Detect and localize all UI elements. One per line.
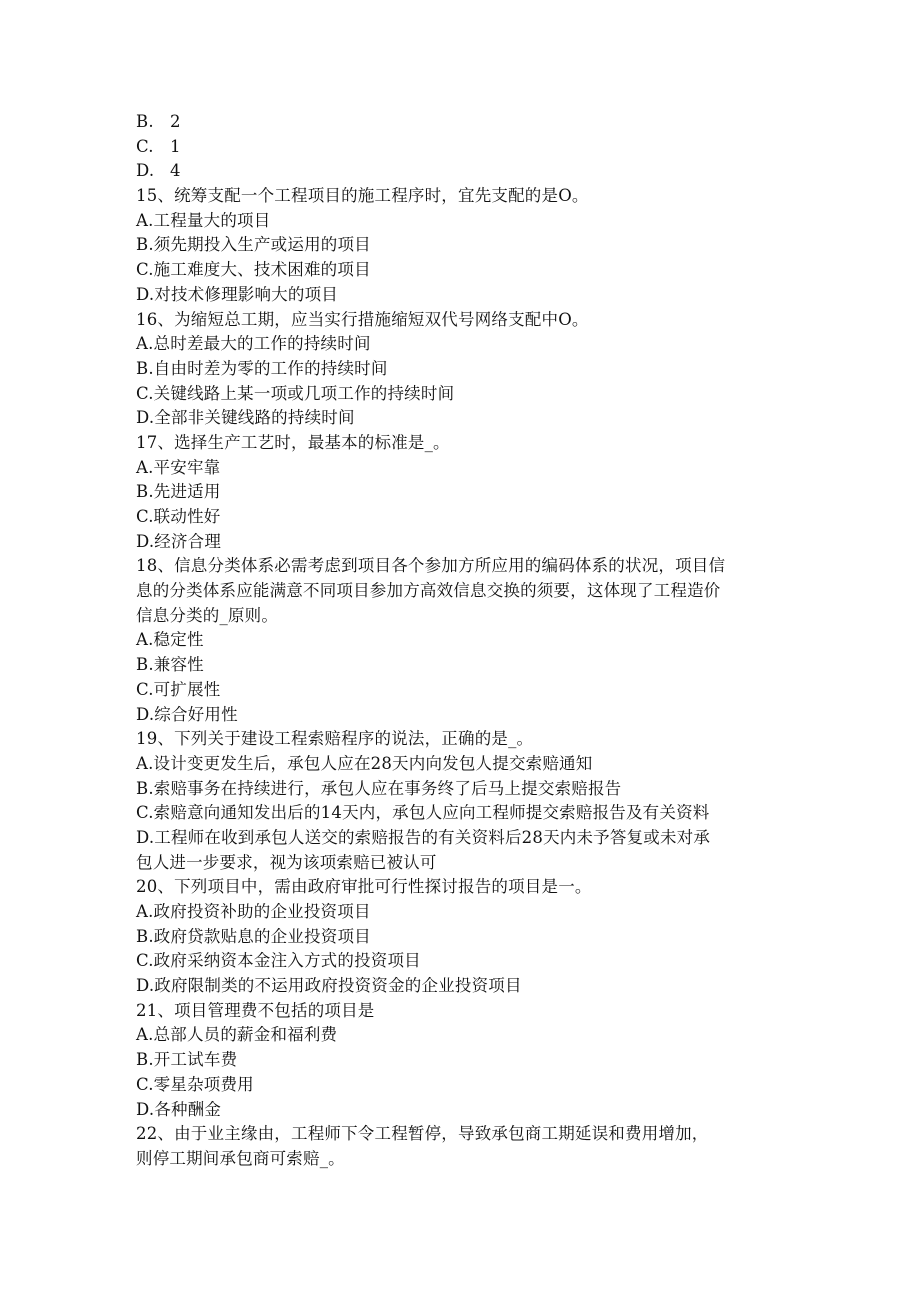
question-stem: 信息分类的_原则。 bbox=[136, 605, 279, 625]
answer-option: C.政府采纳资本金注入方式的投资项目 bbox=[136, 951, 421, 971]
question-stem: 息的分类体系应能满意不同项目参加方高效信息交换的须要，这体现了工程造价 bbox=[136, 581, 721, 601]
question-block bbox=[136, 554, 796, 727]
question-stem: 18、信息分类体系必需考虑到项目各个参加方所应用的编码体系的状况，项目信 bbox=[136, 556, 726, 576]
option-text: 1 bbox=[170, 136, 181, 156]
answer-option: B.政府贷款贴息的企业投资项目 bbox=[136, 926, 371, 946]
option-text: 4 bbox=[170, 161, 181, 181]
answer-option: B.先进适用 bbox=[136, 482, 221, 502]
answer-option: C.可扩展性 bbox=[136, 679, 221, 699]
answer-option: B.须先期投入生产或运用的项目 bbox=[136, 235, 371, 255]
answer-option: A.平安牢靠 bbox=[136, 457, 221, 477]
option-label: B. bbox=[136, 112, 154, 131]
answer-option: B.自由时差为零的工作的持续时间 bbox=[136, 358, 388, 378]
question-block bbox=[136, 308, 796, 431]
answer-option: D.工程师在收到承包人送交的索赔报告的有关资料后28天内未予答复或未对承 bbox=[136, 827, 711, 847]
answer-option: D.经济合理 bbox=[136, 531, 222, 551]
answer-option: D.政府限制类的不运用政府投资资金的企业投资项目 bbox=[136, 976, 522, 996]
question-stem: 22、由于业主缘由，工程师下令工程暂停，导致承包商工期延误和费用增加， bbox=[136, 1124, 709, 1144]
question-block bbox=[136, 184, 796, 307]
answer-option: 包人进一步要求，视为该项索赔已被认可 bbox=[136, 852, 437, 872]
answer-option: D.各种酬金 bbox=[136, 1099, 222, 1119]
option-label: C. bbox=[136, 136, 154, 156]
answer-option: A.政府投资补助的企业投资项目 bbox=[136, 902, 371, 921]
option-row bbox=[136, 159, 796, 184]
question-stem: 19、下列关于建设工程索赔程序的说法，正确的是_。 bbox=[136, 729, 534, 749]
answer-option: B.开工试车费 bbox=[136, 1050, 238, 1070]
option-label: D. bbox=[136, 161, 155, 181]
question-block bbox=[136, 999, 796, 1122]
question-stem: 21、项目管理费不包括的项目是 bbox=[136, 1000, 375, 1020]
answer-option: A.总时差最大的工作的持续时间 bbox=[136, 334, 371, 354]
answer-option: C.关键线路上某一项或几项工作的持续时间 bbox=[136, 383, 455, 403]
question-block bbox=[136, 1122, 796, 1171]
answer-option: C.联动性好 bbox=[136, 507, 221, 526]
question-block bbox=[136, 727, 796, 875]
answer-option: B.索赔事务在持续进行，承包人应在事务终了后马上提交索赔报告 bbox=[136, 778, 622, 798]
option-row bbox=[136, 135, 796, 160]
answer-option: A.设计变更发生后，承包人应在28天内向发包人提交索赔通知 bbox=[136, 753, 593, 773]
question-stem: 16、为缩短总工期，应当实行措施缩短双代号网络支配中O。 bbox=[136, 309, 589, 329]
answer-option: D.对技术修理影响大的项目 bbox=[136, 284, 338, 304]
answer-option: D.全部非关键线路的持续时间 bbox=[136, 408, 355, 428]
answer-option: A.稳定性 bbox=[136, 630, 204, 650]
answer-option: C.索赔意向通知发出后的14天内，承包人应向工程师提交索赔报告及有关资料 bbox=[136, 803, 710, 823]
question-stem: 17、选择生产工艺时，最基本的标准是_。 bbox=[136, 432, 450, 452]
answer-option: D.综合好用性 bbox=[136, 704, 238, 724]
option-row bbox=[136, 110, 796, 135]
lead-options bbox=[136, 110, 796, 184]
answer-option: C.零星杂项费用 bbox=[136, 1074, 254, 1094]
option-text: 2 bbox=[170, 112, 181, 131]
answer-option: A.工程量大的项目 bbox=[136, 210, 271, 230]
question-block bbox=[136, 431, 796, 554]
answer-option: C.施工难度大、技术困难的项目 bbox=[136, 260, 371, 280]
question-block bbox=[136, 875, 796, 998]
answer-option: B.兼容性 bbox=[136, 655, 204, 675]
question-stem: 20、下列项目中，需由政府审批可行性探讨报告的项目是一。 bbox=[136, 877, 592, 897]
answer-option: A.总部人员的薪金和福利费 bbox=[136, 1025, 338, 1045]
document-page bbox=[136, 110, 796, 1172]
question-stem: 则停工期间承包商可索赔_。 bbox=[136, 1148, 345, 1168]
question-stem: 15、统筹支配一个工程项目的施工程序时，宜先支配的是O。 bbox=[136, 186, 589, 206]
